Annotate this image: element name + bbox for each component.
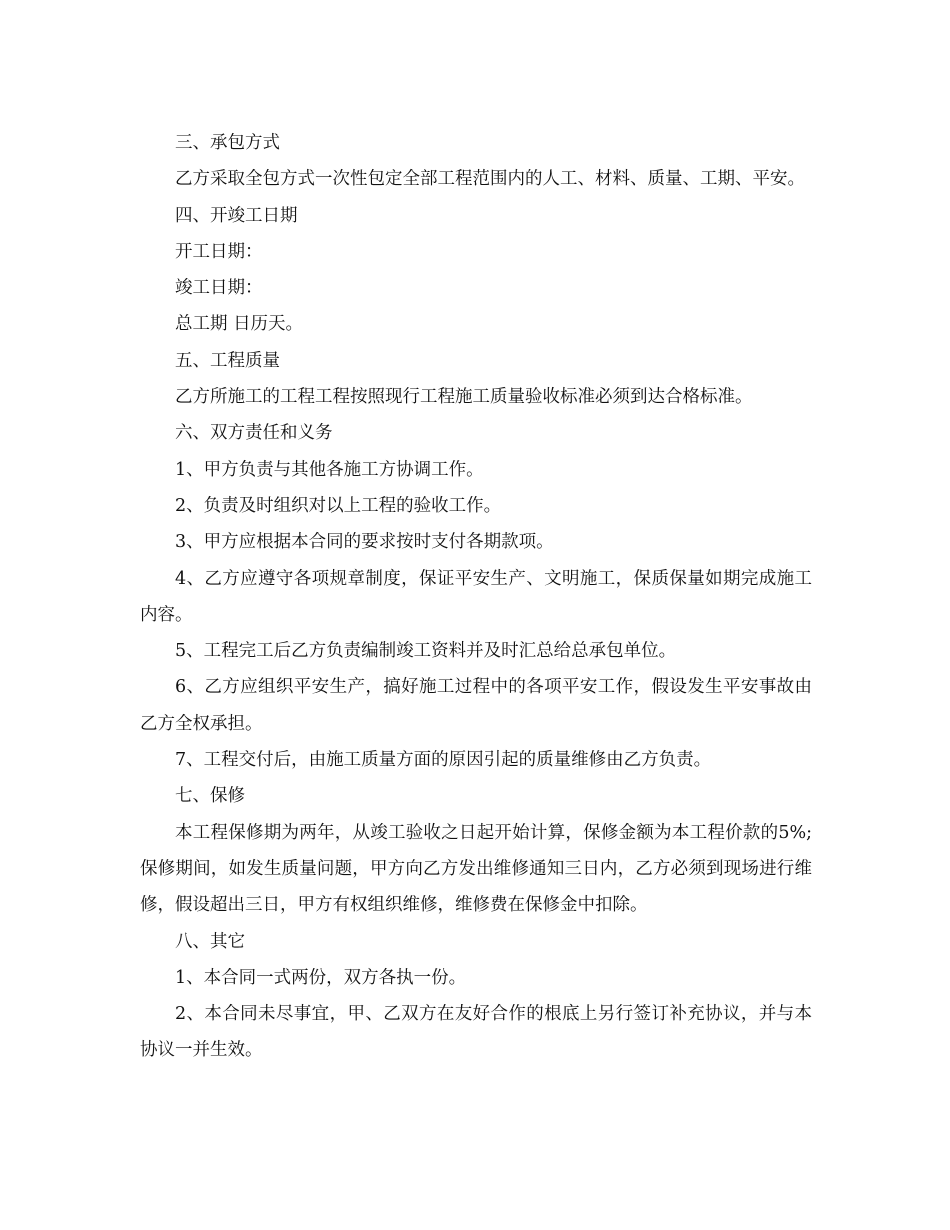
responsibility-item-5: 5、工程完工后乙方负责编制竣工资料并及时汇总给总承包单位。 bbox=[175, 641, 677, 662]
responsibility-item-3: 3、甲方应根据本合同的要求按时支付各期款项。 bbox=[175, 532, 554, 553]
responsibility-item-4: 4、乙方应遵守各项规章制度，保证平安生产、文明施工，保质保量如期完成施工内容。 bbox=[140, 568, 812, 625]
other-item-2: 2、本合同未尽事宜，甲、乙双方在友好合作的根底上另行签订补充协议，并与本协议一并生效。 bbox=[140, 1004, 812, 1061]
total-duration-line: 总工期 日历天。 bbox=[175, 314, 304, 335]
section-heading-quality: 五、工程质量 bbox=[175, 350, 280, 371]
paragraph-warranty: 本工程保修期为两年，从竣工验收之日起开始计算，保修金额为本工程价款的5%;保修期间，如发生质量问题，甲方向乙方发出维修通知三日内，乙方必须到现场进行维修，假设超出三日，甲方有权组织维修，维修费在保修金中扣除。 bbox=[140, 822, 812, 916]
other-item-1: 1、本合同一式两份，双方各执一份。 bbox=[175, 967, 467, 988]
start-date-line: 开工日期： bbox=[175, 241, 263, 262]
responsibility-item-7: 7、工程交付后，由施工质量方面的原因引起的质量维修由乙方负责。 bbox=[175, 750, 712, 771]
paragraph-quality: 乙方所施工的工程工程按照现行工程施工质量验收标准必须到达合格标准。 bbox=[175, 387, 753, 408]
document-body bbox=[140, 125, 812, 1069]
responsibility-item-1: 1、甲方负责与其他各施工方协调工作。 bbox=[175, 459, 484, 480]
completion-date-line: 竣工日期： bbox=[175, 278, 263, 299]
paragraph-contract-method: 乙方采取全包方式一次性包定全部工程范围内的人工、材料、质量、工期、平安。 bbox=[175, 169, 805, 190]
section-heading-dates: 四、开竣工日期 bbox=[175, 205, 298, 226]
section-heading-responsibilities: 六、双方责任和义务 bbox=[175, 423, 333, 444]
responsibility-item-6: 6、乙方应组织平安生产，搞好施工过程中的各项平安工作，假设发生平安事故由乙方全权承担。 bbox=[140, 677, 812, 734]
section-heading-other: 八、其它 bbox=[175, 931, 245, 952]
section-heading-contract-method: 三、承包方式 bbox=[175, 133, 280, 153]
responsibility-item-2: 2、负责及时组织对以上工程的验收工作。 bbox=[175, 495, 502, 516]
section-heading-warranty: 七、保修 bbox=[175, 786, 245, 807]
